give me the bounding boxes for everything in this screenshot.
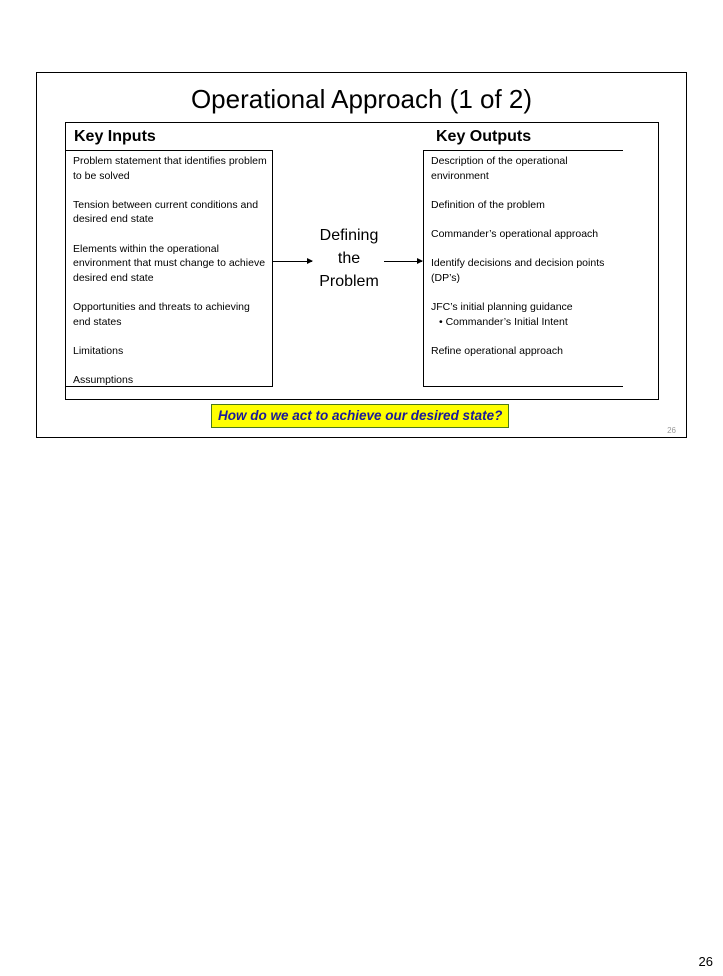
key-outputs-box xyxy=(423,150,623,387)
slide-number: 26 xyxy=(667,426,676,435)
key-outputs-heading: Key Outputs xyxy=(436,128,532,145)
output-item: Commander’s operational approach xyxy=(431,227,599,240)
input-item: Limitations xyxy=(73,344,124,357)
center-label-line: Defining xyxy=(319,227,379,244)
arrow-right-icon xyxy=(384,261,422,262)
input-item: Assumptions xyxy=(73,373,134,386)
input-item: Tension between current conditions and desired end state xyxy=(73,198,259,226)
question-callout: How do we act to achieve our desired state? xyxy=(211,404,509,428)
input-item: Elements within the operational environment that must change to achieve desired end state xyxy=(73,242,266,284)
center-label-line: the xyxy=(337,250,361,267)
output-item: Refine operational approach xyxy=(431,344,563,357)
key-inputs-heading: Key Inputs xyxy=(74,128,156,145)
output-sub-item: • Commander’s Initial Intent xyxy=(439,315,568,328)
output-item: Identify decisions and decision points (DP’s) xyxy=(431,257,605,284)
input-item: Problem statement that identifies problem to be solved xyxy=(73,155,267,182)
defining-the-problem-label xyxy=(304,224,394,293)
slide-title: Operational Approach (1 of 2) xyxy=(190,84,533,114)
key-inputs-box xyxy=(66,150,273,387)
output-sub-item-text: Commander’s Initial Intent xyxy=(445,315,568,328)
key-outputs-list xyxy=(431,154,619,358)
output-item: Description of the operational environment xyxy=(431,155,568,182)
key-inputs-list xyxy=(73,154,268,388)
output-item xyxy=(431,300,619,329)
center-label-line: Problem xyxy=(319,273,379,290)
output-item: Definition of the problem xyxy=(431,198,545,211)
diagram-frame xyxy=(65,122,659,400)
page-number: 26 xyxy=(698,954,713,969)
slide-frame xyxy=(36,72,687,438)
output-item-text: JFC’s initial planning guidance xyxy=(431,300,573,313)
input-item: Opportunities and threats to achieving end states xyxy=(73,300,250,328)
